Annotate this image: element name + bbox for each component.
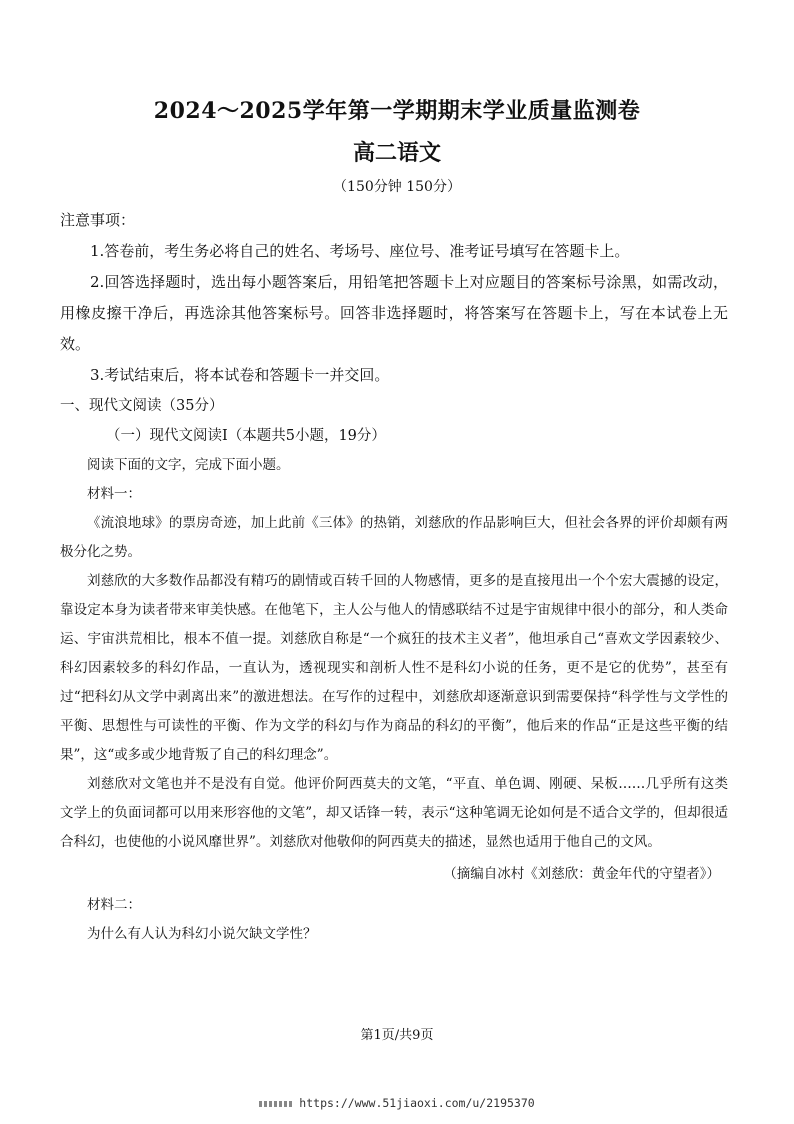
- page-number: 第1页/共9页: [360, 1028, 434, 1043]
- watermark: [0, 1095, 794, 1111]
- material1-paragraph-1: 《流浪地球》的票房奇迹，加上此前《三体》的热销，刘慈欣的作品影响巨大，但社会各界的评价却颇有两极分化之势。: [60, 515, 728, 560]
- material2-label: 材料二：: [87, 897, 141, 913]
- notice-item-2: 2.回答选择题时，选出每小题答案后，用铅笔把答题卡上对应题目的答案标号涂黑，如需改动，用橡皮擦干净后，再选涂其他答案标号。回答非选择题时，将答案写在答题卡上，写在本试卷上无效。: [60, 273, 728, 353]
- exam-content: [60, 205, 728, 949]
- notice-item-1: 1.答卷前，考生务必将自己的姓名、考场号、座位号、准考证号填写在答题卡上。: [90, 242, 630, 260]
- notice-item-3: 3.考试结束后，将本试卷和答题卡一并交回。: [90, 366, 390, 384]
- material2-first-line: 为什么有人认为科幻小说欠缺文学性？: [87, 926, 317, 942]
- watermark-logo-icon: [259, 1101, 293, 1107]
- watermark-url: https://www.51jiaoxi.com/u/2195370: [299, 1096, 535, 1110]
- section-heading: 一、现代文阅读（35分）: [60, 398, 224, 414]
- reading-instruction: 阅读下面的文字，完成下面小题。: [87, 457, 290, 473]
- material1-label: 材料一：: [87, 486, 141, 502]
- exam-time-info: （150分钟 150分）: [333, 179, 461, 195]
- material1-paragraph-3: 刘慈欣对文笔也并不是没有自觉。他评价阿西莫夫的文笔，“平直、单色调、刚硬、呆板……几乎所有这类文学上的负面词都可以用来形容他的文笔”，却又话锋一转，表示“这种笔调无论如何是不适合文学的，但却很适合科幻，也使他的小说风靡世界”。刘慈欣对他敬仰的阿西莫夫的描述，显然也适用于他自己的文风。: [60, 776, 728, 850]
- material1-paragraph-2: 刘慈欣的大多数作品都没有精巧的剧情或百转千回的人物感情，更多的是直接甩出一个个宏大震撼的设定，靠设定本身为读者带来审美快感。在他笔下，主人公与他人的情感联结不过是宇宙规律中很小的部分，和人类命运、宇宙洪荒相比，根本不值一提。刘慈欣自称是“一个疯狂的技术主义者”，他坦承自己“喜欢文学因素较少、科幻因素较多的科幻作品，一直认为，透视现实和剖析人性不是科幻小说的任务，更不是它的优势”，甚至有过“把科幻从文学中剥离出来”的激进想法。在写作的过程中，刘慈欣却逐渐意识到需要保持“科学性与文学性的平衡、思想性与可读性的平衡、作为文学的科幻与作为商品的科幻的平衡”，他后来的作品“正是这些平衡的结果”，这“或多或少地背叛了自己的科幻理念”。: [60, 573, 728, 763]
- material1-source: （摘编自冰村《刘慈欣：黄金年代的守望者》）: [443, 866, 720, 882]
- subsection-heading: （一）现代文阅读Ⅰ（本题共5小题，19分）: [106, 428, 386, 444]
- notice-heading: 注意事项：: [60, 211, 136, 229]
- exam-title: 2024～2025学年第一学期期末学业质量监测卷: [153, 98, 641, 124]
- exam-subject: 高二语文: [352, 140, 441, 166]
